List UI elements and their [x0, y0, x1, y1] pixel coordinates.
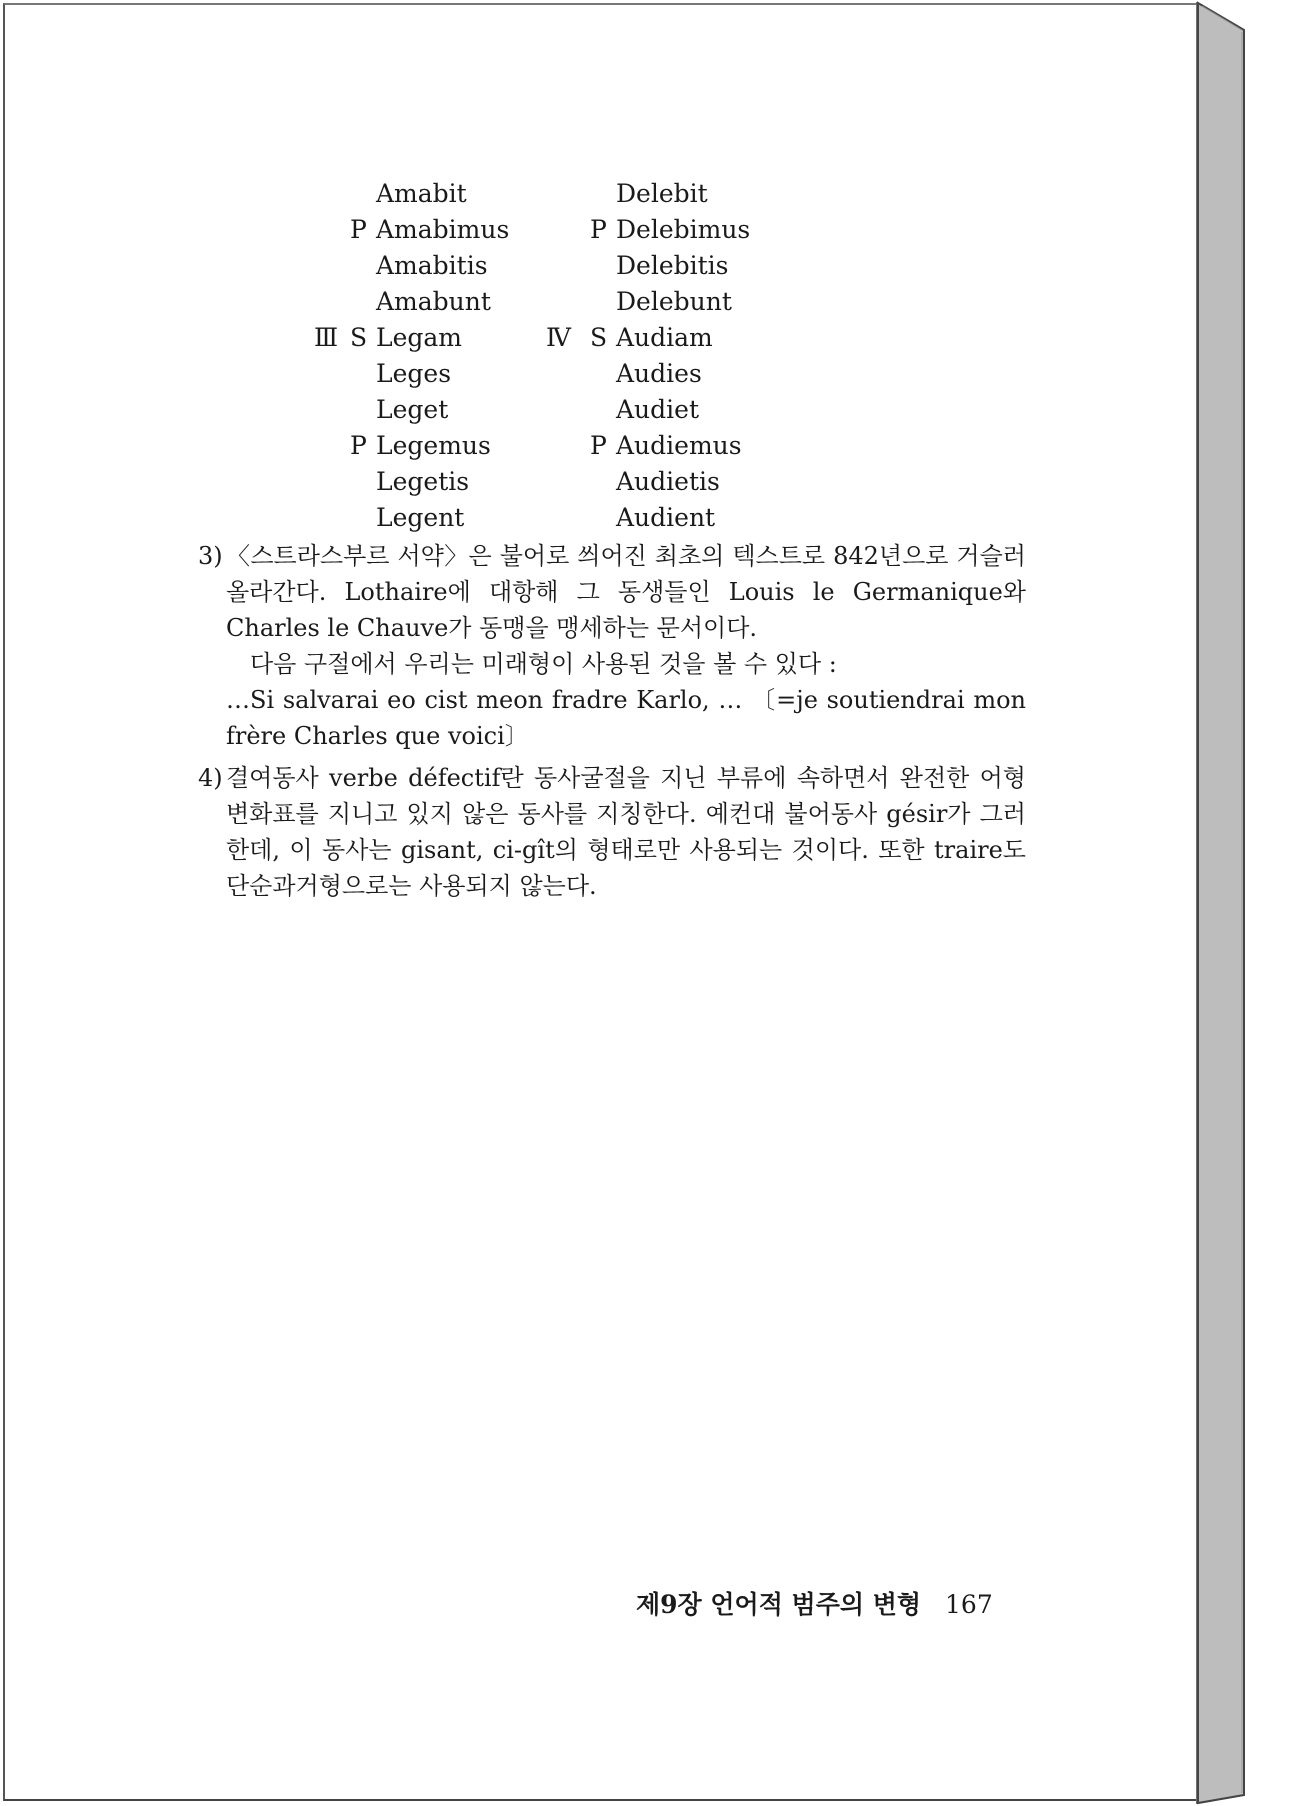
verb-form-right: Audies [616, 359, 702, 388]
verb-form-right: Audietis [616, 467, 720, 496]
verb-form-right: Delebitis [616, 251, 729, 280]
group-numeral-left: Ⅲ [314, 323, 339, 352]
number-marker-right: P [590, 215, 607, 244]
conjugation-row [300, 248, 820, 284]
verb-form-left: Leget [376, 395, 449, 424]
page-number: 167 [945, 1590, 993, 1619]
note-4-text: 결여동사 verbe défectif란 동사굴절을 지닌 부류에 속하면서 완전한 어형변화표를 지니고 있지 않은 동사를 지칭한다. 예컨대 불어동사 gésir가 그러한데, 이 동사는 gisant, ci-gît의 형태로만 사용되는 것이다. 또한 traire도 단순과거형으로는 사용되지 않는다. [226, 764, 1026, 900]
running-footer [636, 1585, 993, 1621]
verb-form-left: Legent [376, 503, 465, 532]
chapter-title: 제9장 언어적 범주의 변형 [636, 1590, 922, 1619]
conjugation-row [300, 356, 820, 392]
verb-form-left: Legetis [376, 467, 470, 496]
verb-form-left: Legam [376, 323, 463, 352]
note-4-number: 4) [198, 764, 223, 792]
number-marker-right: P [590, 431, 607, 460]
verb-form-right: Delebunt [616, 287, 732, 316]
verb-form-left: Amabunt [376, 287, 491, 316]
number-marker-left: P [350, 431, 367, 460]
number-marker-right: S [590, 323, 608, 352]
verb-form-left: Legemus [376, 431, 491, 460]
conjugation-row [300, 464, 820, 500]
conjugation-row [300, 500, 820, 536]
verb-form-left: Leges [376, 359, 452, 388]
verb-form-right: Delebimus [616, 215, 751, 244]
verb-form-right: Delebit [616, 179, 708, 208]
conjugation-row [300, 320, 820, 356]
verb-form-right: Audiemus [616, 431, 742, 460]
verb-form-left: Amabit [376, 179, 467, 208]
group-numeral-right: Ⅳ [546, 323, 571, 352]
conjugation-row [300, 212, 820, 248]
conjugation-table [300, 176, 820, 536]
note-3 [200, 538, 1026, 754]
note-3-quote: …Si salvarai eo cist meon fradre Karlo, … 〔=je soutiendrai mon frère Charles que voici〕 [226, 686, 1026, 750]
verb-form-right: Audiam [616, 323, 713, 352]
conjugation-row [300, 392, 820, 428]
conjugation-row [300, 284, 820, 320]
conjugation-row [300, 428, 820, 464]
verb-form-right: Audiet [616, 395, 699, 424]
page-edge-stack [1196, 0, 1291, 1806]
verb-form-left: Amabitis [376, 251, 488, 280]
number-marker-left: P [350, 215, 367, 244]
verb-form-left: Amabimus [376, 215, 510, 244]
number-marker-left: S [350, 323, 368, 352]
verb-form-right: Audient [616, 503, 716, 532]
note-3-text: 〈스트라스부르 서약〉은 불어로 씌어진 최초의 텍스트로 842년으로 거슬러 올라간다. Lothaire에 대항해 그 동생들인 Louis le Germanique와 Charles le Chauve가 동맹을 맹세하는 문서이다. [226, 542, 1026, 642]
note-3-number: 3) [198, 542, 223, 570]
note-3-followup: 다음 구절에서 우리는 미래형이 사용된 것을 볼 수 있다 : [250, 650, 837, 678]
footnotes [200, 538, 1026, 904]
conjugation-row [300, 176, 820, 212]
note-4 [200, 760, 1026, 904]
